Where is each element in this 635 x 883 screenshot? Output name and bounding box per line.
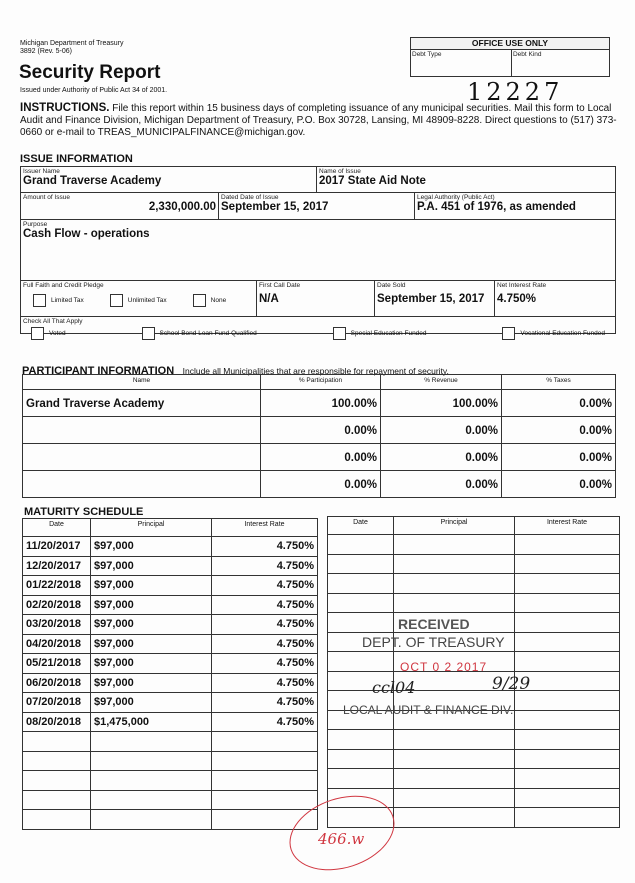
maturity-row <box>328 769 620 789</box>
maturity-cell-empty <box>328 749 394 769</box>
stamp-division: LOCAL AUDIT & FINANCE DIV. <box>343 703 514 717</box>
limited-tax-label: Limited Tax <box>51 297 84 304</box>
circled-note: 466.w <box>318 830 365 848</box>
maturity-cell-empty <box>91 810 212 830</box>
maturity-cell-empty <box>515 671 620 691</box>
maturity-col-header: Principal <box>91 519 212 537</box>
check-all-label: Check All That Apply <box>23 318 83 325</box>
maturity-cell: 01/22/2018 <box>23 576 91 596</box>
maturity-cell-empty <box>91 790 212 810</box>
maturity-cell: 4.750% <box>212 712 318 732</box>
maturity-heading: MATURITY SCHEDULE <box>24 506 144 518</box>
maturity-cell: 4.750% <box>212 537 318 557</box>
maturity-cell-empty <box>328 730 394 750</box>
maturity-cell-empty <box>91 771 212 791</box>
maturity-cell: $97,000 <box>91 654 212 674</box>
participant-cell: Grand Traverse Academy <box>23 390 261 417</box>
maturity-col-header: Date <box>23 519 91 537</box>
participant-cell: 0.00% <box>381 444 502 471</box>
maturity-cell-empty <box>212 732 318 752</box>
maturity-cell: 4.750% <box>212 634 318 654</box>
maturity-cell-empty <box>394 574 515 594</box>
issuer-name-value: Grand Traverse Academy <box>23 175 162 187</box>
participant-cell: 100.00% <box>261 390 381 417</box>
maturity-col-header: Interest Rate <box>515 517 620 535</box>
maturity-row <box>328 613 620 633</box>
voted-label: Voted <box>49 330 66 337</box>
voted-checkbox[interactable] <box>31 327 66 340</box>
participant-row <box>23 471 616 498</box>
dated-date-field <box>219 193 415 220</box>
maturity-cell: $97,000 <box>91 615 212 635</box>
maturity-cell-empty <box>23 790 91 810</box>
dept-name: Michigan Department of Treasury <box>20 40 124 47</box>
maturity-cell-empty <box>91 732 212 752</box>
maturity-cell: $97,000 <box>91 595 212 615</box>
maturity-row <box>328 730 620 750</box>
maturity-cell-empty <box>515 691 620 711</box>
maturity-cell-empty <box>328 769 394 789</box>
maturity-cell: 05/21/2018 <box>23 654 91 674</box>
handwritten-number: 12227 <box>467 78 564 106</box>
amount-field <box>21 193 219 220</box>
participant-cell: 0.00% <box>502 417 616 444</box>
maturity-row <box>23 654 318 674</box>
first-call-label: First Call Date <box>259 282 301 289</box>
legal-authority-value: P.A. 451 of 1976, as amended <box>417 201 576 213</box>
maturity-col-header: Interest Rate <box>212 519 318 537</box>
participant-col-header: Name <box>23 375 261 390</box>
participant-cell <box>23 444 261 471</box>
office-use-box <box>410 37 610 77</box>
authority-note: Issued under Authority of Public Act 34 of 2001. <box>20 87 168 94</box>
participant-heading: PARTICIPANT INFORMATION <box>22 365 175 377</box>
maturity-row <box>23 673 318 693</box>
maturity-row <box>23 693 318 713</box>
maturity-row <box>23 810 318 830</box>
purpose-field <box>21 220 615 281</box>
date-sold-value: September 15, 2017 <box>377 293 485 305</box>
maturity-cell: 12/20/2017 <box>23 556 91 576</box>
vocational-ed-label: Vocational Education Funded <box>520 330 605 337</box>
maturity-cell: 4.750% <box>212 673 318 693</box>
dated-date-label: Dated Date of Issue <box>221 194 279 201</box>
maturity-cell: 07/20/2018 <box>23 693 91 713</box>
participant-cell: 0.00% <box>261 471 381 498</box>
participant-table <box>22 374 616 498</box>
stamp-dept: DEPT. OF TREASURY <box>362 634 505 650</box>
maturity-cell: 4.750% <box>212 576 318 596</box>
maturity-row <box>23 615 318 635</box>
page-title: Security Report <box>19 62 161 83</box>
maturity-cell-empty <box>23 751 91 771</box>
participant-cell: 0.00% <box>381 471 502 498</box>
maturity-cell-empty <box>212 771 318 791</box>
maturity-row <box>23 556 318 576</box>
participant-col-header: % Revenue <box>381 375 502 390</box>
maturity-cell: 06/20/2018 <box>23 673 91 693</box>
participant-cell: 0.00% <box>502 390 616 417</box>
debt-type-label: Debt Type <box>411 50 512 77</box>
maturity-cell-empty <box>515 554 620 574</box>
maturity-cell-empty <box>23 771 91 791</box>
net-interest-rate-label: Net Interest Rate <box>497 282 547 289</box>
maturity-cell-empty <box>91 751 212 771</box>
name-of-issue-label: Name of Issue <box>319 168 361 175</box>
maturity-row <box>23 595 318 615</box>
maturity-row <box>23 712 318 732</box>
debt-kind-label: Debt Kind <box>511 50 609 77</box>
participant-cell: 0.00% <box>261 444 381 471</box>
instructions-label: INSTRUCTIONS. <box>20 102 110 114</box>
participant-cell: 0.00% <box>502 444 616 471</box>
maturity-col-header: Principal <box>394 517 515 535</box>
maturity-cell-empty <box>515 593 620 613</box>
unlimited-tax-checkbox[interactable] <box>110 294 167 307</box>
maturity-cell: 4.750% <box>212 693 318 713</box>
first-call-value: N/A <box>259 293 279 305</box>
maturity-cell-empty <box>212 790 318 810</box>
legal-authority-label: Legal Authority (Public Act) <box>417 194 495 201</box>
maturity-table-left <box>22 518 318 830</box>
maturity-cell-empty <box>328 652 394 672</box>
maturity-row <box>23 634 318 654</box>
form-number: 3892 (Rev. 5-06) <box>20 48 73 55</box>
instructions <box>20 102 620 139</box>
special-ed-checkbox[interactable] <box>333 327 427 340</box>
none-label: None <box>210 297 227 304</box>
check-options <box>21 327 615 340</box>
maturity-cell: $97,000 <box>91 634 212 654</box>
maturity-cell-empty <box>328 593 394 613</box>
limited-tax-checkbox[interactable] <box>33 294 84 307</box>
net-interest-rate-value: 4.750% <box>497 293 537 305</box>
maturity-cell-empty <box>515 710 620 730</box>
name-of-issue-field <box>317 167 615 193</box>
stamp-date: OCT 0 2 2017 <box>400 660 488 674</box>
maturity-row <box>328 593 620 613</box>
participant-col-header: % Participation <box>261 375 381 390</box>
handwritten-initials: ccl04 <box>372 678 416 697</box>
maturity-cell-empty <box>394 730 515 750</box>
maturity-cell-empty <box>23 810 91 830</box>
maturity-cell-empty <box>515 652 620 672</box>
maturity-cell: 4.750% <box>212 615 318 635</box>
dated-date-value: September 15, 2017 <box>221 201 329 213</box>
maturity-cell-empty <box>328 535 394 555</box>
maturity-cell: 4.750% <box>212 654 318 674</box>
maturity-cell-empty <box>515 632 620 652</box>
maturity-cell-empty <box>515 730 620 750</box>
issue-heading: ISSUE INFORMATION <box>20 153 133 165</box>
maturity-cell-empty <box>394 808 515 828</box>
participant-cell: 100.00% <box>381 390 502 417</box>
maturity-cell-empty <box>394 535 515 555</box>
stamp-received: RECEIVED <box>398 616 470 632</box>
maturity-cell-empty <box>515 535 620 555</box>
issue-information-table <box>20 166 616 337</box>
maturity-cell-empty <box>394 554 515 574</box>
maturity-cell: 04/20/2018 <box>23 634 91 654</box>
maturity-cell-empty <box>515 613 620 633</box>
maturity-col-header: Date <box>328 517 394 535</box>
maturity-cell: 4.750% <box>212 595 318 615</box>
none-checkbox[interactable] <box>193 294 227 307</box>
maturity-cell-empty <box>23 732 91 752</box>
maturity-cell: $97,000 <box>91 556 212 576</box>
maturity-cell-empty <box>394 749 515 769</box>
maturity-cell-empty <box>515 769 620 789</box>
participant-cell: 0.00% <box>381 417 502 444</box>
pledge-label: Full Faith and Credit Pledge <box>23 282 104 289</box>
maturity-cell: $1,475,000 <box>91 712 212 732</box>
legal-authority-field <box>415 193 615 220</box>
maturity-cell-empty <box>394 769 515 789</box>
maturity-cell: $97,000 <box>91 576 212 596</box>
maturity-cell-empty <box>328 574 394 594</box>
maturity-row <box>23 537 318 557</box>
date-sold-label: Date Sold <box>377 282 406 289</box>
form-header <box>20 40 124 56</box>
issuer-name-field <box>21 167 317 193</box>
maturity-cell-empty <box>212 751 318 771</box>
maturity-cell-empty <box>515 574 620 594</box>
instructions-text: File this report within 15 business days of completing issuance of any municipal securities. Mail this form to Local Audit and Finance Division, Michigan Department of Treasury, P.O. Box 30728, Lansing, MI 48909-8228. Direct questions to (517) 373-0660 or e-mail to TREAS_MUNICIPALFINANCE@michigan.gov. <box>20 103 617 138</box>
maturity-cell: 02/20/2018 <box>23 595 91 615</box>
sblf-checkbox[interactable] <box>142 327 257 340</box>
maturity-row <box>328 554 620 574</box>
net-interest-rate-field <box>495 281 615 317</box>
special-ed-label: Special Education Funded <box>350 330 427 337</box>
maturity-row <box>23 732 318 752</box>
participant-row <box>23 390 616 417</box>
participant-cell <box>23 417 261 444</box>
maturity-row <box>23 751 318 771</box>
maturity-cell: 11/20/2017 <box>23 537 91 557</box>
unlimited-tax-label: Unlimited Tax <box>127 297 167 304</box>
sblf-label: School Bond Loan Fund Qualified <box>159 330 257 337</box>
maturity-cell-empty <box>394 788 515 808</box>
maturity-cell: $97,000 <box>91 673 212 693</box>
purpose-value: Cash Flow - operations <box>23 228 150 240</box>
amount-value: 2,330,000.00 <box>148 201 216 213</box>
maturity-cell-empty <box>328 613 394 633</box>
maturity-row <box>23 790 318 810</box>
maturity-cell-empty <box>394 593 515 613</box>
maturity-cell: 4.750% <box>212 556 318 576</box>
maturity-row <box>328 574 620 594</box>
participant-row <box>23 417 616 444</box>
maturity-row <box>328 535 620 555</box>
participant-cell <box>23 471 261 498</box>
vocational-ed-checkbox[interactable] <box>502 327 605 340</box>
pledge-field <box>21 281 257 317</box>
participant-cell: 0.00% <box>261 417 381 444</box>
date-sold-field <box>375 281 495 317</box>
maturity-cell-empty <box>515 749 620 769</box>
maturity-cell-empty <box>515 808 620 828</box>
maturity-cell: $97,000 <box>91 693 212 713</box>
maturity-cell: 08/20/2018 <box>23 712 91 732</box>
name-of-issue-value: 2017 State Aid Note <box>319 175 426 187</box>
first-call-field <box>257 281 375 317</box>
purpose-label: Purpose <box>23 221 48 228</box>
participant-col-header: % Taxes <box>502 375 616 390</box>
issuer-name-label: Issuer Name <box>23 168 60 175</box>
maturity-cell-empty <box>328 554 394 574</box>
participant-row <box>23 444 616 471</box>
participant-note: Include all Municipalities that are responsible for repayment of security. <box>182 366 449 376</box>
office-use-title: OFFICE USE ONLY <box>411 38 610 50</box>
maturity-row <box>23 576 318 596</box>
amount-label: Amount of Issue <box>23 194 70 201</box>
maturity-cell: $97,000 <box>91 537 212 557</box>
maturity-cell-empty <box>515 788 620 808</box>
maturity-row <box>328 749 620 769</box>
participant-cell: 0.00% <box>502 471 616 498</box>
handwritten-date: 9/29 <box>492 674 531 694</box>
maturity-cell: 03/20/2018 <box>23 615 91 635</box>
maturity-row <box>23 771 318 791</box>
